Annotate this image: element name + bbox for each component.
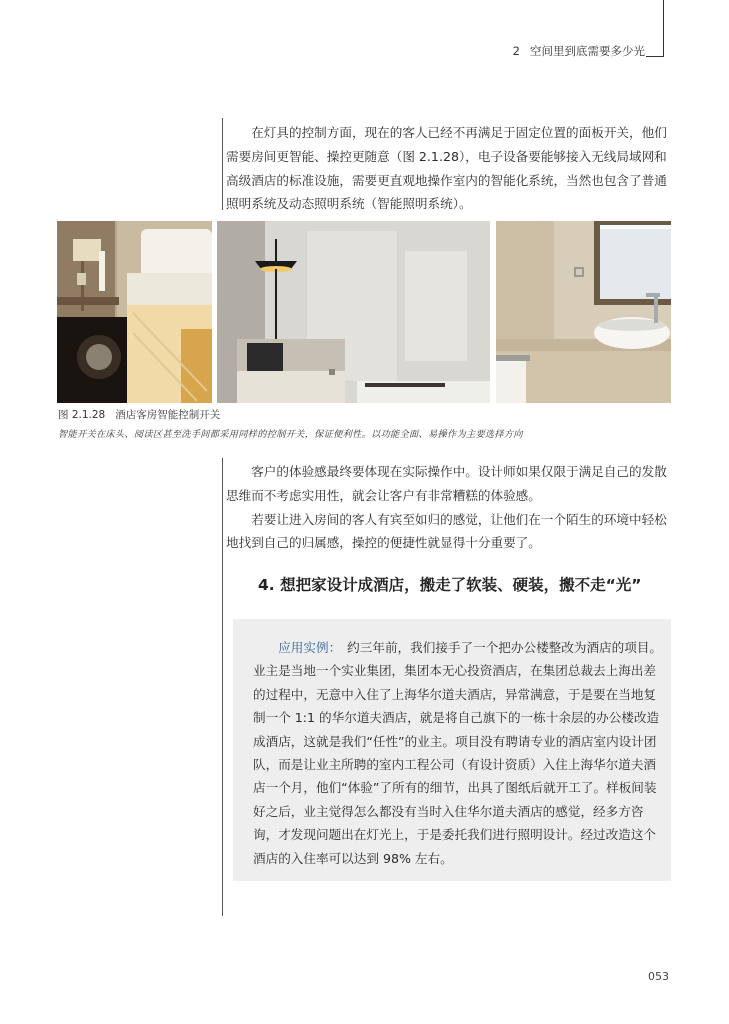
page-number: 053 [648,970,669,983]
bedside-photo-image [57,221,212,403]
section-heading: 4. 想把家设计成酒店，搬走了软装、硬装，搬不走“光” [258,576,642,594]
running-head [513,43,645,59]
chapter-title: 空间里到底需要多少光 [530,44,645,58]
reading-area-photo-image [217,221,490,403]
corner-mark-vertical [663,0,664,57]
case-study-body: 约三年前，我们接手了一个把办公楼整改为酒店的项目。业主是当地一个实业集团，集团本无心投资酒店，在集团总裁去上海出差的过程中，无意中入住了上海华尔道夫酒店，异常满意，于是要在当地复制一个 1:1 的华尔道夫酒店，就是将自己旗下的一栋十余层的办公楼改造成酒店，这就是我们“任性”的业主。项目没有聘请专业的酒店室内设计团队，而是让业主所聘的室内工程公司（有设计资质）入住上海华尔道夫酒店一个月，他们“体验”了所有的细节，出具了图纸后就开工了。样板间装好之后，业主觉得怎么都没有当时入住华尔道夫酒店的感觉，经多方咨询，才发现问题出在灯光上，于是委托我们进行照明设计。经过改造这个酒店的入住率可以达到 98% 左右。 [253,640,662,866]
washroom-photo-image [496,221,671,403]
figure-title: 酒店客房智能控制开关 [115,409,221,421]
washroom-photo [496,221,671,403]
chapter-number: 2 [512,44,520,58]
margin-rule-top [222,118,223,210]
reading-area-photo [217,221,490,403]
corner-mark-horizontal [646,56,664,57]
figure-caption-title [58,407,220,422]
figure-number: 图 2.1.28 [58,409,106,421]
body-paragraph-1: 在灯具的控制方面，现在的客人已经不再满足于固定位置的面板开关，他们需要房间更智能、操控更随意（图 2.1.28），电子设备要能够接入无线局域网和高级酒店的标准设施，需要更直观地操作室内的智能化系统，当然也包含了普通照明系统及动态照明系统（智能照明系统）。 [226,125,667,212]
bedside-photo [57,221,212,403]
body-paragraphs-2-3 [226,460,671,555]
margin-rule-bottom [222,458,223,916]
body-paragraph-2: 客户的体验感最终要体现在实际操作中。设计师如果仅限于满足自己的发散思维而不考虑实用性，就会让客户有非常糟糕的体验感。 [226,464,667,503]
figure-caption-description: 智能开关在床头、阅读区甚至洗手间都采用同样的控制开关，保证便利性。以功能全面、易操作为主要选择方向 [58,429,523,440]
case-study-text [253,636,663,870]
figure-photos [57,221,671,403]
case-study-label: 应用实例： [278,640,342,655]
body-paragraph-3: 若要让进入房间的客人有宾至如归的感觉，让他们在一个陌生的环境中轻松地找到自己的归属感，操控的便捷性就显得十分重要了。 [226,511,667,551]
